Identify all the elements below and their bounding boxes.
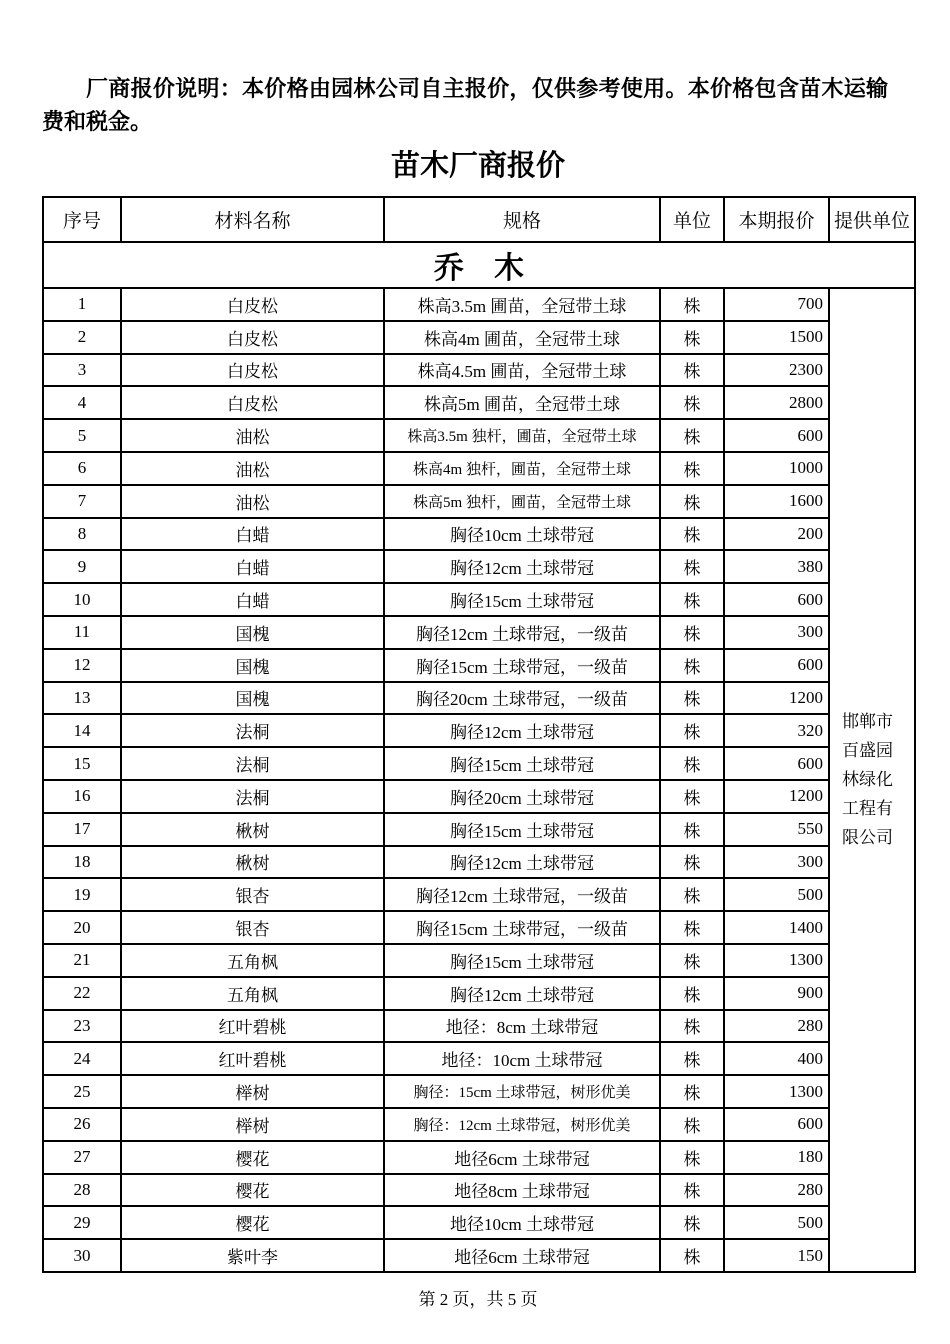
- cell-spec: 胸径10cm 土球带冠: [384, 518, 660, 551]
- cell-price: 2300: [724, 354, 829, 387]
- table-row: [43, 1010, 915, 1043]
- section-title: 乔 木: [43, 242, 915, 288]
- cell-name: 法桐: [121, 714, 384, 747]
- cell-name: 白皮松: [121, 386, 384, 419]
- cell-price: 1200: [724, 780, 829, 813]
- col-header-spec: 规格: [384, 197, 660, 242]
- cell-unit: 株: [660, 419, 724, 452]
- cell-price: 280: [724, 1010, 829, 1043]
- cell-no: 8: [43, 518, 121, 551]
- table-row: [43, 714, 915, 747]
- cell-name: 榉树: [121, 1075, 384, 1108]
- col-header-provider: 提供单位: [829, 197, 915, 242]
- cell-no: 6: [43, 452, 121, 485]
- cell-spec: 地径：10cm 土球带冠: [384, 1042, 660, 1075]
- cell-price: 180: [724, 1141, 829, 1174]
- cell-price: 280: [724, 1174, 829, 1207]
- table-row: [43, 813, 915, 846]
- price-table: [42, 196, 916, 1273]
- cell-unit: 株: [660, 1108, 724, 1141]
- cell-spec: 地径6cm 土球带冠: [384, 1141, 660, 1174]
- cell-no: 26: [43, 1108, 121, 1141]
- cell-unit: 株: [660, 780, 724, 813]
- table-row: [43, 1075, 915, 1108]
- table-row: [43, 386, 915, 419]
- cell-unit: 株: [660, 846, 724, 879]
- cell-spec: 胸径12cm 土球带冠: [384, 714, 660, 747]
- cell-price: 2800: [724, 386, 829, 419]
- table-row: [43, 583, 915, 616]
- table-row: [43, 518, 915, 551]
- cell-unit: 株: [660, 354, 724, 387]
- table-row: [43, 1239, 915, 1272]
- cell-spec: 株高5m 独杆，圃苗，全冠带土球: [384, 485, 660, 518]
- cell-no: 24: [43, 1042, 121, 1075]
- page-footer: 第 2 页，共 5 页: [418, 1289, 538, 1309]
- cell-name: 法桐: [121, 747, 384, 780]
- cell-price: 150: [724, 1239, 829, 1272]
- cell-name: 油松: [121, 452, 384, 485]
- col-header-price: 本期报价: [724, 197, 829, 242]
- cell-price: 1000: [724, 452, 829, 485]
- cell-unit: 株: [660, 1141, 724, 1174]
- cell-price: 600: [724, 1108, 829, 1141]
- cell-name: 银杏: [121, 878, 384, 911]
- cell-unit: 株: [660, 1239, 724, 1272]
- cell-unit: 株: [660, 747, 724, 780]
- cell-name: 红叶碧桃: [121, 1042, 384, 1075]
- cell-unit: 株: [660, 977, 724, 1010]
- cell-unit: 株: [660, 878, 724, 911]
- cell-no: 19: [43, 878, 121, 911]
- cell-spec: 胸径12cm 土球带冠: [384, 977, 660, 1010]
- cell-name: 白蜡: [121, 518, 384, 551]
- cell-price: 400: [724, 1042, 829, 1075]
- cell-spec: 株高4m 圃苗，全冠带土球: [384, 321, 660, 354]
- cell-no: 1: [43, 288, 121, 321]
- cell-spec: 地径10cm 土球带冠: [384, 1206, 660, 1239]
- cell-price: 300: [724, 616, 829, 649]
- page-title: 苗木厂商报价: [390, 150, 565, 182]
- table-row: [43, 354, 915, 387]
- cell-name: 红叶碧桃: [121, 1010, 384, 1043]
- cell-unit: 株: [660, 813, 724, 846]
- note-paragraph: 厂商报价说明：本价格由园林公司自主报价，仅供参考使用。本价格包含苗木运输费和税金。: [42, 76, 888, 134]
- cell-no: 4: [43, 386, 121, 419]
- cell-unit: 株: [660, 1075, 724, 1108]
- cell-unit: 株: [660, 911, 724, 944]
- cell-no: 25: [43, 1075, 121, 1108]
- table-row: [43, 452, 915, 485]
- cell-no: 27: [43, 1141, 121, 1174]
- cell-unit: 株: [660, 616, 724, 649]
- table-row: [43, 288, 915, 321]
- cell-spec: 胸径12cm 土球带冠，一级苗: [384, 616, 660, 649]
- cell-spec: 株高3.5m 独杆，圃苗，全冠带土球: [384, 419, 660, 452]
- cell-name: 油松: [121, 485, 384, 518]
- cell-name: 油松: [121, 419, 384, 452]
- cell-no: 30: [43, 1239, 121, 1272]
- table-row: [43, 419, 915, 452]
- cell-spec: 胸径：12cm 土球带冠，树形优美: [384, 1108, 660, 1141]
- table-row: [43, 977, 915, 1010]
- cell-no: 10: [43, 583, 121, 616]
- cell-name: 国槐: [121, 616, 384, 649]
- table-row: [43, 1206, 915, 1239]
- cell-name: 白蜡: [121, 583, 384, 616]
- col-header-name: 材料名称: [121, 197, 384, 242]
- cell-price: 600: [724, 583, 829, 616]
- cell-name: 楸树: [121, 813, 384, 846]
- cell-unit: 株: [660, 714, 724, 747]
- cell-price: 1600: [724, 485, 829, 518]
- cell-spec: 胸径15cm 土球带冠，一级苗: [384, 649, 660, 682]
- cell-price: 200: [724, 518, 829, 551]
- cell-no: 2: [43, 321, 121, 354]
- cell-price: 1300: [724, 1075, 829, 1108]
- table-row: [43, 550, 915, 583]
- cell-price: 600: [724, 419, 829, 452]
- cell-price: 1300: [724, 944, 829, 977]
- cell-price: 600: [724, 747, 829, 780]
- cell-spec: 株高5m 圃苗，全冠带土球: [384, 386, 660, 419]
- cell-spec: 地径6cm 土球带冠: [384, 1239, 660, 1272]
- cell-no: 11: [43, 616, 121, 649]
- cell-spec: 胸径15cm 土球带冠，一级苗: [384, 911, 660, 944]
- col-header-unit: 单位: [660, 197, 724, 242]
- cell-unit: 株: [660, 1042, 724, 1075]
- table-row: [43, 616, 915, 649]
- cell-no: 7: [43, 485, 121, 518]
- cell-no: 17: [43, 813, 121, 846]
- cell-spec: 胸径：15cm 土球带冠，树形优美: [384, 1075, 660, 1108]
- cell-spec: 胸径15cm 土球带冠: [384, 747, 660, 780]
- table-row: [43, 780, 915, 813]
- cell-no: 16: [43, 780, 121, 813]
- cell-price: 300: [724, 846, 829, 879]
- cell-price: 500: [724, 878, 829, 911]
- cell-name: 榉树: [121, 1108, 384, 1141]
- provider-cell: 邯郸市百盛园林绿化工程有限公司: [829, 288, 915, 1272]
- cell-price: 320: [724, 714, 829, 747]
- cell-no: 20: [43, 911, 121, 944]
- cell-name: 樱花: [121, 1141, 384, 1174]
- table-row: [43, 682, 915, 715]
- cell-unit: 株: [660, 682, 724, 715]
- table-row: [43, 911, 915, 944]
- cell-name: 法桐: [121, 780, 384, 813]
- table-row: [43, 846, 915, 879]
- cell-no: 23: [43, 1010, 121, 1043]
- cell-spec: 株高4m 独杆，圃苗，全冠带土球: [384, 452, 660, 485]
- cell-unit: 株: [660, 649, 724, 682]
- cell-spec: 胸径15cm 土球带冠: [384, 583, 660, 616]
- cell-no: 22: [43, 977, 121, 1010]
- cell-unit: 株: [660, 288, 724, 321]
- cell-price: 380: [724, 550, 829, 583]
- cell-name: 国槐: [121, 649, 384, 682]
- cell-spec: 株高4.5m 圃苗，全冠带土球: [384, 354, 660, 387]
- cell-unit: 株: [660, 944, 724, 977]
- cell-unit: 株: [660, 452, 724, 485]
- cell-name: 紫叶李: [121, 1239, 384, 1272]
- table-row: [43, 878, 915, 911]
- cell-spec: 株高3.5m 圃苗，全冠带土球: [384, 288, 660, 321]
- table-row: [43, 1174, 915, 1207]
- cell-no: 18: [43, 846, 121, 879]
- cell-no: 13: [43, 682, 121, 715]
- section-row: [43, 242, 915, 288]
- cell-spec: 胸径15cm 土球带冠: [384, 813, 660, 846]
- cell-spec: 胸径15cm 土球带冠: [384, 944, 660, 977]
- cell-no: 3: [43, 354, 121, 387]
- cell-no: 15: [43, 747, 121, 780]
- cell-name: 白皮松: [121, 321, 384, 354]
- table-row: [43, 944, 915, 977]
- table-row: [43, 1108, 915, 1141]
- cell-unit: 株: [660, 518, 724, 551]
- cell-name: 樱花: [121, 1206, 384, 1239]
- cell-spec: 胸径12cm 土球带冠: [384, 846, 660, 879]
- cell-price: 1500: [724, 321, 829, 354]
- header-row: [43, 197, 915, 242]
- col-header-no: 序号: [43, 197, 121, 242]
- cell-price: 1400: [724, 911, 829, 944]
- cell-no: 9: [43, 550, 121, 583]
- cell-unit: 株: [660, 386, 724, 419]
- cell-no: 29: [43, 1206, 121, 1239]
- cell-unit: 株: [660, 1206, 724, 1239]
- cell-no: 5: [43, 419, 121, 452]
- cell-name: 白蜡: [121, 550, 384, 583]
- cell-unit: 株: [660, 1010, 724, 1043]
- cell-name: 五角枫: [121, 977, 384, 1010]
- table-row: [43, 1042, 915, 1075]
- cell-spec: 地径8cm 土球带冠: [384, 1174, 660, 1207]
- cell-price: 500: [724, 1206, 829, 1239]
- cell-spec: 胸径20cm 土球带冠，一级苗: [384, 682, 660, 715]
- table-row: [43, 1141, 915, 1174]
- cell-no: 12: [43, 649, 121, 682]
- cell-price: 700: [724, 288, 829, 321]
- cell-unit: 株: [660, 321, 724, 354]
- cell-price: 600: [724, 649, 829, 682]
- cell-spec: 胸径12cm 土球带冠: [384, 550, 660, 583]
- cell-unit: 株: [660, 583, 724, 616]
- table-row: [43, 649, 915, 682]
- cell-spec: 地径：8cm 土球带冠: [384, 1010, 660, 1043]
- cell-price: 1200: [724, 682, 829, 715]
- cell-unit: 株: [660, 1174, 724, 1207]
- cell-name: 白皮松: [121, 354, 384, 387]
- cell-unit: 株: [660, 485, 724, 518]
- table-row: [43, 321, 915, 354]
- table-row: [43, 747, 915, 780]
- cell-name: 五角枫: [121, 944, 384, 977]
- cell-name: 白皮松: [121, 288, 384, 321]
- cell-unit: 株: [660, 550, 724, 583]
- cell-price: 900: [724, 977, 829, 1010]
- cell-name: 樱花: [121, 1174, 384, 1207]
- table-row: [43, 485, 915, 518]
- cell-no: 21: [43, 944, 121, 977]
- cell-no: 14: [43, 714, 121, 747]
- cell-price: 550: [724, 813, 829, 846]
- cell-name: 楸树: [121, 846, 384, 879]
- cell-name: 银杏: [121, 911, 384, 944]
- cell-no: 28: [43, 1174, 121, 1207]
- cell-spec: 胸径20cm 土球带冠: [384, 780, 660, 813]
- cell-name: 国槐: [121, 682, 384, 715]
- cell-spec: 胸径12cm 土球带冠，一级苗: [384, 878, 660, 911]
